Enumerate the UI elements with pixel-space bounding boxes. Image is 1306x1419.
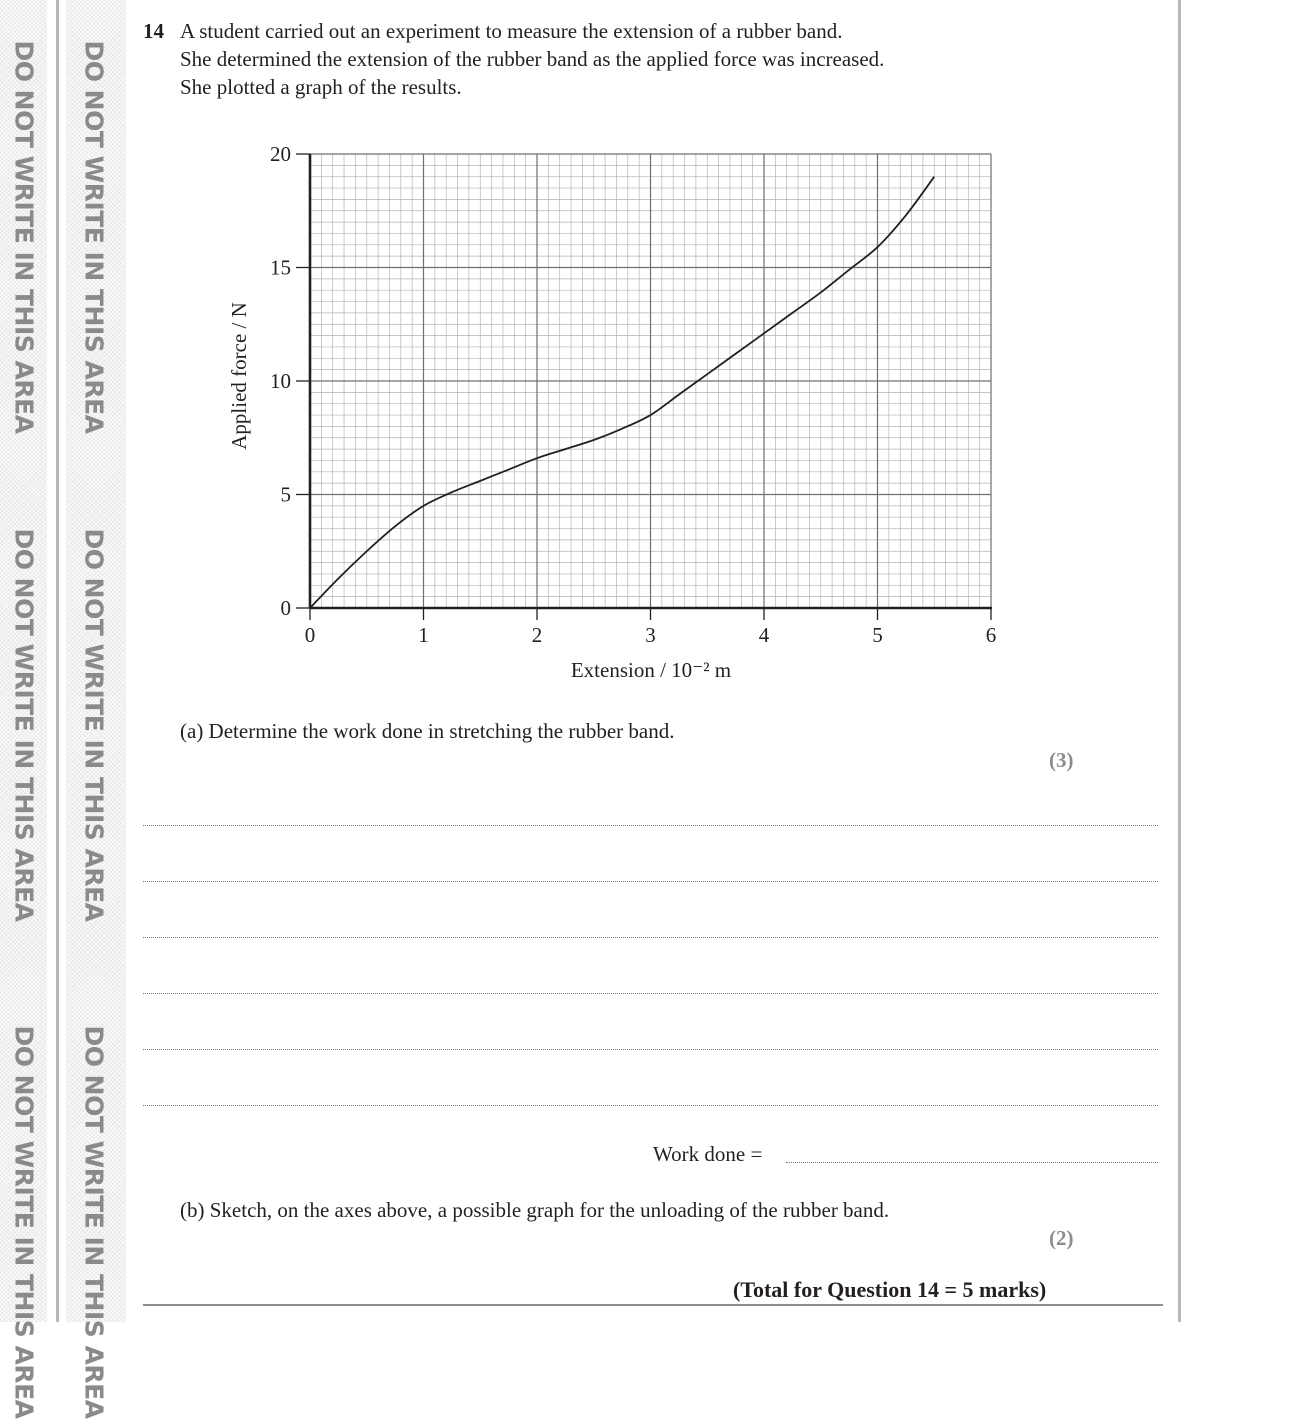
x-axis-label: Extension / 10⁻² m: [570, 658, 732, 682]
margin-warning: DO NOT WRITE IN THIS AREA: [9, 1025, 39, 1419]
x-tick-label: 2: [531, 623, 543, 647]
x-tick-label: 3: [645, 623, 656, 647]
y-axis-label: Applied force / N: [227, 302, 251, 450]
work-done-label: Work done =: [653, 1142, 763, 1166]
x-tick-label: 5: [872, 623, 883, 647]
answer-line[interactable]: [143, 881, 1158, 882]
force-extension-graph[interactable]: [0, 0, 1306, 700]
y-tick-label: 5: [280, 482, 291, 507]
answer-line[interactable]: [143, 825, 1158, 826]
margin-warning: DO NOT WRITE IN THIS AREA: [79, 1025, 109, 1419]
x-tick-label: 0: [304, 623, 316, 647]
question-total: (Total for Question 14 = 5 marks): [733, 1277, 1047, 1302]
margin-warning: DO NOT WRITE IN THIS AREA: [9, 40, 39, 434]
y-tick-label: 15: [270, 255, 291, 280]
part-a-marks: (3): [1049, 748, 1074, 772]
answer-line[interactable]: [143, 993, 1158, 994]
question-stem-line: She determined the extension of the rubber band as the applied force was increased.: [180, 47, 885, 71]
x-tick-label: 4: [758, 623, 770, 647]
part-b-marks: (2): [1049, 1226, 1074, 1250]
y-tick-label: 0: [280, 596, 291, 620]
part-a-prompt: (a) Determine the work done in stretching the rubber band.: [180, 719, 675, 743]
margin-warning: DO NOT WRITE IN THIS AREA: [9, 528, 39, 922]
answer-line[interactable]: [143, 1049, 1158, 1050]
part-b-prompt: (b) Sketch, on the axes above, a possible graph for the unloading of the rubber band.: [180, 1198, 890, 1222]
question-number: 14: [143, 19, 164, 43]
work-done-answer-line[interactable]: [786, 1162, 1158, 1163]
answer-line[interactable]: [143, 1105, 1158, 1106]
y-tick-label: 20: [270, 142, 291, 166]
x-tick-label: 6: [985, 623, 997, 647]
margin-warning: DO NOT WRITE IN THIS AREA: [79, 40, 109, 434]
question-stem-line: She plotted a graph of the results.: [180, 75, 462, 99]
y-axis-ticks: [270, 142, 310, 620]
margin-warning: DO NOT WRITE IN THIS AREA: [79, 528, 109, 922]
x-tick-label: 1: [418, 623, 429, 647]
bottom-rule: [143, 1304, 1163, 1306]
question-stem-line: A student carried out an experiment to measure the extension of a rubber band.: [180, 19, 843, 43]
y-tick-label: 10: [270, 369, 291, 393]
answer-line[interactable]: [143, 937, 1158, 938]
x-axis-ticks: [305, 608, 997, 647]
